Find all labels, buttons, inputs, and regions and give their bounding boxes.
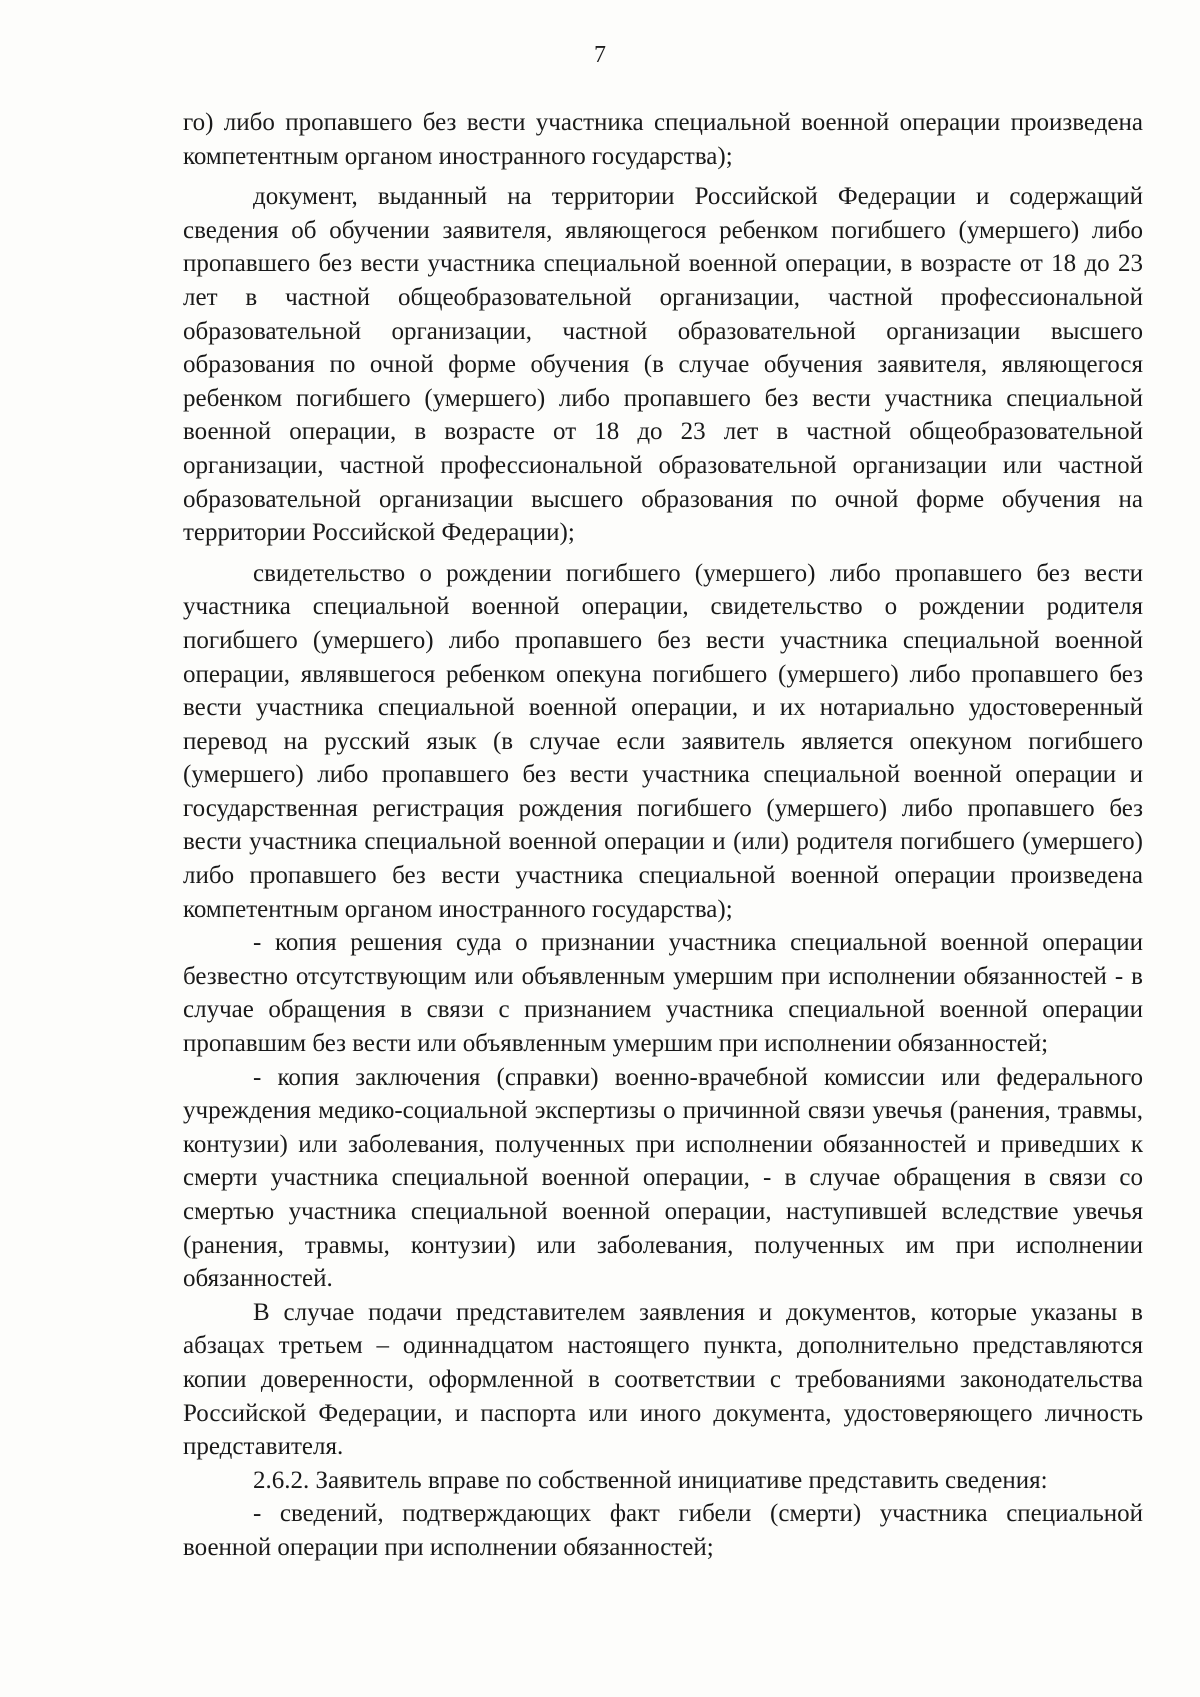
- paragraph-birth-certificate: свидетельство о рождении погибшего (умершего) либо пропавшего без вести участника специальной военной операции, свидетельство о рождении родителя погибшего (умершего) либо пропавшего без вести участника специальной военной операции, являвшегося ребенком опекуна погибшего (умершего) либо пропавшего без вести участника специальной военной операции, и их нотариально удостоверенный перевод на русский язык (в случае если заявитель является опекуном погибшего (умершего) либо пропавшего без вести участника специальной военной операции и государственная регистрация рождения погибшего (умершего) либо пропавшего без вести участника специальной военной операции и (или) родителя погибшего (умершего) либо пропавшего без вести участника специальной военной операции произведена компетентным органом иностранного государства);: [183, 559, 1143, 923]
- paragraph-death-info: - сведений, подтверждающих факт гибели (смерти) участника специальной военной операции при исполнении обязанностей;: [183, 1500, 1143, 1561]
- paragraph-court-decision: - копия решения суда о признании участника специальной военной операции безвестно отсутствующим или объявленным умершим при исполнении обязанностей - в случае обращения в связи с признанием участника специальной военной операции пропавшим без вести или объявленным умершим при исполнении обязанностей;: [183, 929, 1143, 1058]
- paragraph-education-document: документ, выданный на территории Российской Федерации и содержащий сведения об обучении заявителя, являющегося ребенком погибшего (умершего) либо пропавшего без вести участника специальной военной операции, в возрасте от 18 до 23 лет в частной общеобразовательной организации, частной профессиональной образовательной организации, частной образовательной организации высшего образования по очной форме обучения (в случае обучения заявителя, являющегося ребенком погибшего (умершего) либо пропавшего без вести участника специальной военной операции, в возрасте от 18 до 23 лет в частной общеобразовательной организации, частной профессиональной образовательной организации или частной образовательной организации высшего образования по очной форме обучения на территории Российской Федерации);: [183, 183, 1143, 547]
- document-body: [183, 106, 1143, 1565]
- paragraph-continuation: го) либо пропавшего без вести участника специальной военной операции произведена компетентным органом иностранного государства);: [183, 109, 1143, 170]
- page-number: 7: [594, 42, 606, 68]
- paragraph-clause-2-6-2: 2.6.2. Заявитель вправе по собственной инициативе представить сведения:: [253, 1466, 1048, 1494]
- paragraph-medical-conclusion: - копия заключения (справки) военно-врачебной комиссии или федерального учреждения медико-социальной экспертизы о причинной связи увечья (ранения, травмы, контузии) или заболевания, полученных при исполнении обязанностей и приведших к смерти участника специальной военной операции, - в случае обращения в связи со смертью участника специальной военной операции, наступившей вследствие увечья (ранения, травмы, контузии) или заболевания, полученных им при исполнении обязанностей.: [183, 1063, 1143, 1293]
- paragraph-representative: В случае подачи представителем заявления и документов, которые указаны в абзацах третьем – одиннадцатом настоящего пункта, дополнительно представляются копии доверенности, оформленной в соответствии с требованиями законодательства Российской Федерации, и паспорта или иного документа, удостоверяющего личность представителя.: [183, 1298, 1143, 1461]
